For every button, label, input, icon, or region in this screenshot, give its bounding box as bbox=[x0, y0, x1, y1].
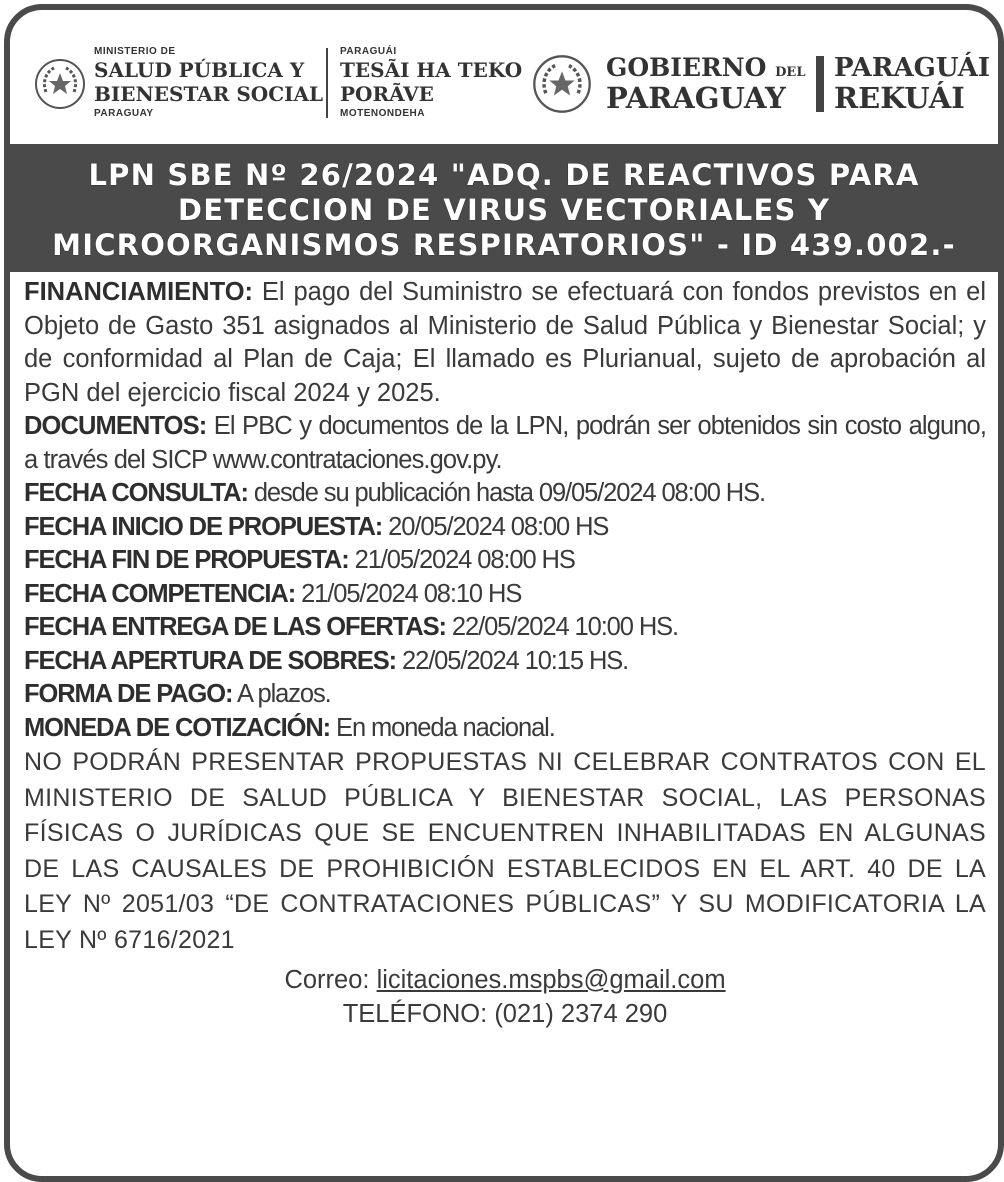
title-bar bbox=[10, 144, 998, 272]
telefono-value: (021) 2374 290 bbox=[494, 999, 668, 1028]
national-seal-icon bbox=[34, 58, 86, 110]
apertura-text: 22/05/2024 10:15 HS. bbox=[402, 646, 629, 675]
pago-text: A plazos. bbox=[237, 680, 331, 708]
competencia-text: 21/05/2024 08:10 HS bbox=[301, 579, 522, 608]
msp-bottom-text: PARAGUAY bbox=[94, 108, 154, 119]
moneda-label: MONEDA DE COTIZACIÓN: bbox=[24, 713, 331, 742]
fin-line bbox=[24, 544, 986, 578]
consulta-label: FECHA CONSULTA: bbox=[24, 479, 248, 507]
moneda-line bbox=[24, 712, 986, 746]
telefono-line bbox=[24, 998, 986, 1032]
aviso-paragraph: NO PODRÁN PRESENTAR PROPUESTAS NI CELEBRAR CONTRATOS CON EL MINISTERIO DE SALUD PÚBLICA Y BIENESTAR SOCIAL, LAS PERSONAS FÍSICAS O JURÍDICAS QUE SE ENCUENTREN INHABILITADAS EN ALGUNAS DE LAS CAUSALES DE PROHIBICIÓN ESTABLECIDOS EN EL ART. 40 DE LA LEY Nº 2051/03 “DE CONTRATACIONES PÚBLICAS” Y SU MODIFICATORIA LA LEY Nº 6716/2021 bbox=[24, 748, 986, 954]
notice-title: LPN SBE Nº 26/2024 "ADQ. DE REACTIVOS PARA DETECCION DE VIRUS VECTORIALES Y MICROORGANISMOS RESPIRATORIOS" - ID 439.002.- bbox=[52, 158, 956, 262]
msp-line1: SALUD PÚBLICA Y bbox=[94, 58, 305, 82]
inicio-label: FECHA INICIO DE PROPUESTA: bbox=[24, 512, 383, 541]
telefono-label: TELÉFONO: bbox=[342, 999, 488, 1028]
pago-label: FORMA DE PAGO: bbox=[24, 680, 233, 708]
msp-top-text: MINISTERIO DE bbox=[94, 46, 176, 57]
tesai-line1: TESÃI HA TEKO bbox=[340, 58, 523, 82]
financiamiento-label: FINANCIAMIENTO: bbox=[24, 278, 254, 306]
notice-body bbox=[24, 276, 986, 1031]
competencia-label: FECHA COMPETENCIA: bbox=[24, 579, 296, 608]
documentos-paragraph bbox=[24, 410, 986, 477]
inicio-line bbox=[24, 511, 986, 545]
gobierno-word: GOBIERNO bbox=[606, 53, 767, 82]
correo-label: Correo: bbox=[284, 966, 370, 994]
gobierno-line2: PARAGUAY bbox=[606, 81, 786, 115]
consulta-text: desde su publicación hasta 09/05/2024 08:00 HS. bbox=[253, 479, 765, 507]
documentos-text: El PBC y documentos de la LPN, podrán ser obtenidos sin costo alguno, a través del SICP www.contrataciones.gov.py. bbox=[24, 412, 987, 474]
documentos-label: DOCUMENTOS: bbox=[24, 412, 207, 440]
fin-text: 21/05/2024 08:00 HS bbox=[354, 546, 575, 574]
brand-divider bbox=[816, 56, 824, 112]
government-seal-icon bbox=[532, 54, 592, 114]
header-divider bbox=[326, 48, 328, 118]
tesai-top-text: PARAGUÁI bbox=[340, 46, 397, 57]
tesai-bottom-text: MOTENONDEHA bbox=[340, 108, 425, 119]
financiamiento-text: El pago del Suministro se efectuará con fondos previstos en el Objeto de Gasto 351 asignados al Ministerio de Salud Pública y Bienestar Social; y de conformidad al Plan de Caja; El llamado es Plurianual, sujeto de aprobación al PGN del ejercicio fiscal 2024 y 2025. bbox=[24, 278, 986, 407]
inicio-text: 20/05/2024 08:00 HS bbox=[388, 512, 609, 541]
financiamiento-paragraph bbox=[24, 276, 986, 410]
apertura-line bbox=[24, 645, 986, 679]
entrega-label: FECHA ENTREGA DE LAS OFERTAS: bbox=[24, 613, 446, 641]
entrega-text: 22/05/2024 10:00 HS. bbox=[451, 613, 679, 641]
competencia-line bbox=[24, 578, 986, 612]
consulta-line bbox=[24, 477, 986, 511]
tesai-line2: PORÃVE bbox=[340, 82, 434, 106]
apertura-label: FECHA APERTURA DE SOBRES: bbox=[24, 646, 397, 675]
fin-label: FECHA FIN DE PROPUESTA: bbox=[24, 546, 349, 574]
rekuai-line2: REKUÁI bbox=[834, 81, 965, 115]
rekuai-line1: PARAGUÁI bbox=[834, 53, 991, 83]
notice-frame bbox=[4, 4, 1004, 1182]
entrega-line bbox=[24, 611, 986, 645]
moneda-text: En moneda nacional. bbox=[336, 713, 555, 742]
correo-line bbox=[24, 964, 986, 998]
header bbox=[10, 10, 998, 144]
gobierno-del: DEL bbox=[775, 65, 806, 80]
pago-line bbox=[24, 678, 986, 712]
msp-line2: BIENESTAR SOCIAL bbox=[94, 82, 324, 106]
correo-email-link[interactable]: licitaciones.mspbs@gmail.com bbox=[376, 966, 726, 994]
